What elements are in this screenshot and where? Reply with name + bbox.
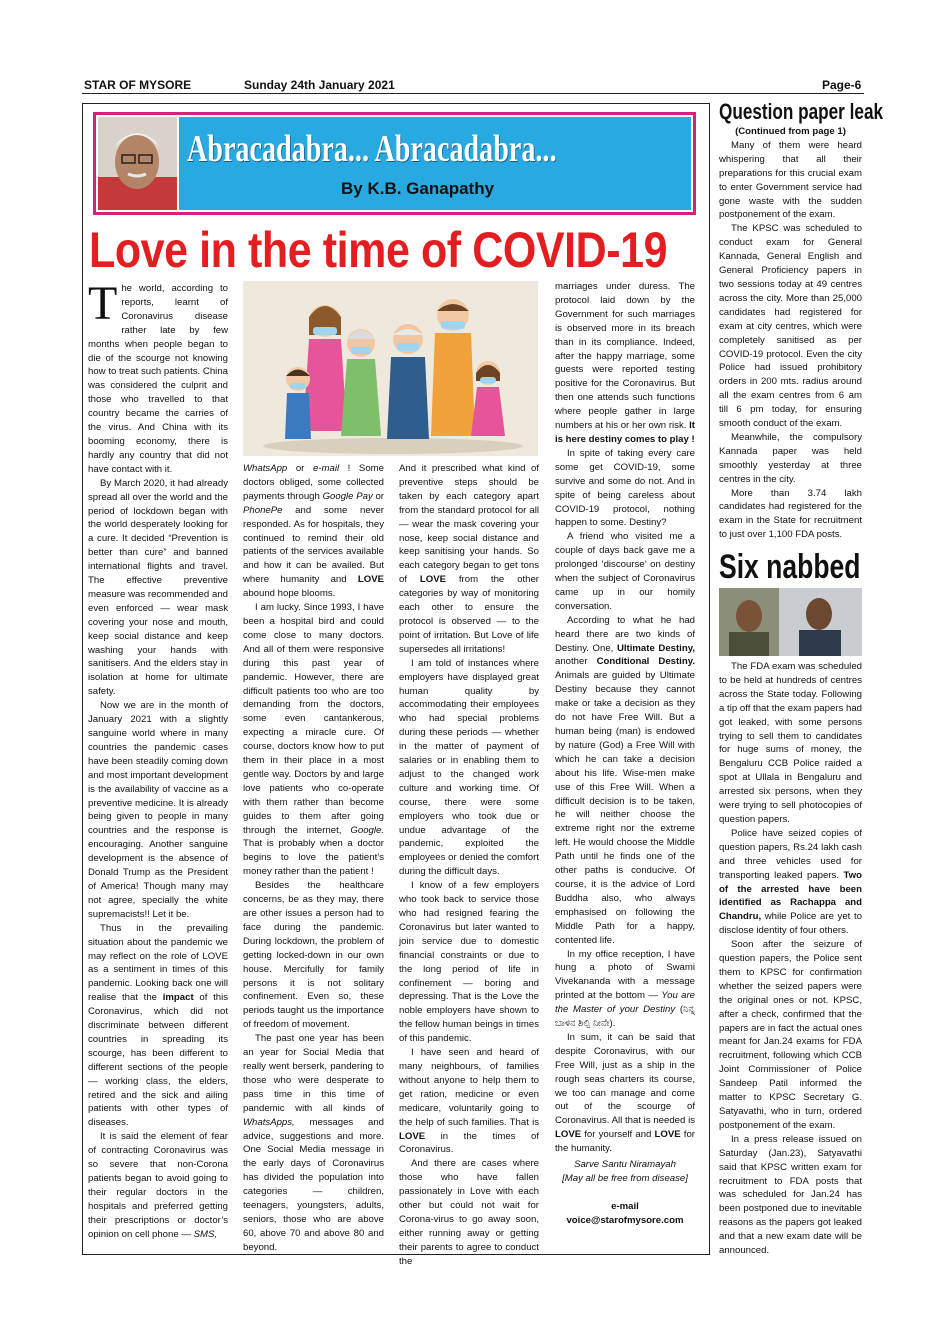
- sidebar-column-1: [719, 125, 862, 542]
- paragraph: I have seen and heard of many neighbours, of families without anyone to help them to get ration, medicine or even medicare, voluntarily going to the help of such families. That is LOVE in the times of Coronavirus.: [399, 1047, 539, 1156]
- issue-date: Sunday 24th January 2021: [244, 78, 395, 92]
- paragraph: Police have seized copies of question papers, Rs.24 lakh cash and three vehicles used for transporting leaked papers. Two of the arrested have been identified as Rachappa and Chandru, while Police are yet to disclose identity of four others.: [719, 827, 862, 937]
- paragraph: I am lucky. Since 1993, I have been a hospital bird and could come close to many doctors. And all of them were responsive during this past year of pandemic. However, there are difficult patients too who are too demanding from the doctors, some even cantankerous, expecting a miracle cure. Of course, doctors know how to put them in their place in a most gentle way. Doctors by and large love patients who co-operate with them rather than become guides to them after going through the internet, Google. That is probably when a doctor begins to love the patient’s money rather than the patient !: [243, 602, 384, 878]
- columnist-portrait: [98, 117, 177, 210]
- banner-panel: [179, 117, 691, 210]
- paragraph: And there are cases where those who have fallen passionately in Love with each other but could not wait for Corona-virus to go away soon, either running away or getting their parents to agree to conduct the: [399, 1158, 539, 1267]
- sign-off-translation: [May all be free from disease]: [562, 1173, 688, 1184]
- article-column-4: [555, 280, 695, 1228]
- paragraph: Meanwhile, the compulsory Kannada paper was held smoothly yesterday at three centres in the city.: [719, 431, 862, 485]
- page-number: Page-6: [822, 78, 862, 92]
- sidebar-title-six-nabbed: Six nabbed: [719, 548, 861, 586]
- paragraph: In my office reception, I have hung a photo of Swami Vivekananda with a message printed at the bottom — You are the Master of your Destiny (ನಿನ್ನ ಬಾಳಿನ ಶಿಲ್ಪಿ ನೀನೇ).: [555, 948, 695, 1030]
- paragraph: The KPSC was scheduled to conduct exam for General Kannada, General English and General Proficiency papers in two sessions today at 49 centres across the city. More than 25,000 candidates had registered for exam at city centres, which were completely sanitised as per COVID-19 protocol. Even the city Police had issued prohibitory orders in 200 mts. radius around all the exam centres from 6 am till 6 pm today, for ensuring smooth conduct of the exam.: [719, 223, 862, 430]
- paragraph: I know of a few employers who took back to service those who had resigned fearing the Coronavirus but later wanted to join service due to domestic financial constraints or due to the long period of life in confinement — boring and depressing. That is the Love the noble employers have shown to the fellow human beings in times of this pandemic.: [399, 880, 539, 1045]
- paragraph: Soon after the seizure of question papers, the Police sent them to KPSC for confirmation whether the seized papers were the original ones or not. KPSC, after a check, confirmed that the papers are in fact the actual ones meant for Jan.24 exams for FDA recruitment, following which CCB Joint Commissioner of Police Sandeep Patil informed the matter to KPSC Secretary G. Satyavathi, who in turn, ordered postponement of the exam.: [719, 939, 862, 1131]
- paragraph: By March 2020, it had already spread all over the world and the period of lockdown began with the world desperately looking for a cure. It decided “Prevention is better than cure” and banned international flights and travel. The effective preventive measure was recommended and even enforced — wear mask covering your nose and mouth, keep social distance and keep washing your hands with sanitisers. And the elders stay in isolation at home for ultimate safety.: [88, 477, 228, 698]
- paragraph: he world, according to reports, learnt of Coronavirus disease rather late by few months when people began to die of the scourge not knowing how to treat such patients. China was considered the culprit and those who travelled to that country became the carries of the virus. And China with its booming economy, there is hardly any country that did not have contact with it.: [88, 283, 228, 475]
- paragraph: Thus in the prevailing situation about the pandemic we may reflect on the role of LOVE as a sentiment in times of this pandemic. Looking back one will realise that the impact of this Coronavirus, which did not discriminate between different countries in spreading its scourge, has been different to different sections of the people — working class, the elders, retired and the sick and ailing patients with other types of diseases.: [88, 922, 228, 1129]
- article-column-1: [88, 277, 228, 1242]
- byline: By K.B. Ganapathy: [341, 179, 495, 198]
- paragraph: Many of them were heard whispering that all their preparations for this crucial exam to enter Government service had gone waste with the sudden postponement of the exam.: [719, 139, 862, 221]
- paragraph: According to what he had heard there are two kinds of Destiny. One, Ultimate Destiny, another Conditional Destiny. Animals are guided by Ultimate Destiny because they cannot make or take a decision as they do not have Free Will. But a human being (man) is endowed by nature (God) a Free Will with which he can take a decision about his life. Wise-men make use of this Free Will. When a difficult decision is to be taken, he will neither choose the extreme right nor the extreme left. He would choose the Middle Path until he finds one of the other paths is conducive. Of course, it is the advice of Lord Buddha also, who always emphasised on following the Middle Path for a happy, contented life.: [555, 614, 695, 946]
- paragraph: In spite of taking every care some get COVID-19, some survive and some do not. And in spite of being careless about COVID-19 protocol, nothing happen to some. Destiny?: [555, 447, 695, 529]
- paragraph: More than 3.74 lakh candidates had registered for the exam in the State for recruitment to just over 1,100 FDA posts.: [719, 487, 862, 541]
- email-address[interactable]: voice@starofmysore.com: [566, 1214, 684, 1226]
- article-column-3: [399, 462, 539, 1269]
- paragraph: Besides the healthcare concerns, be as they may, there are other issues a person had to face during the pandemic. During lockdown, the problem of getting locked-down in our own house. Mercifully for family persons it is not solitary confinement. Even so, these periods taught us the importance of freedom of movement.: [243, 880, 384, 1031]
- paragraph: Now we are in the month of January 2021 with a slightly sanguine world where in many countries the pandemic cases have been steadily coming down and most important development is the availability of vaccine as a preventive medicine. It is already being given to people in many countries and the response is encouraging. Another sanguine development is the absence of Donald Trump as the President of America! Though many may not agree, specially the white supremacists!! Let it be.: [88, 700, 228, 920]
- sidebar-title-question-paper-leak: Question paper leak: [719, 99, 884, 124]
- column-banner: [93, 112, 696, 215]
- header-rule: [82, 93, 864, 94]
- paragraph: In a press release issued on Saturday (Jan.23), Satyavathi said that KPSC written exam for recruitment to FDA posts that was scheduled for Jan.24 has been postponed due to inevitable reasons as the papers got leaked and that a new exam date will be announced.: [719, 1133, 862, 1257]
- paragraph: A friend who visited me a couple of days back gave me a prolonged ‘discourse’ on destiny when the subject of Coronavirus came up in our homily conversation.: [555, 531, 695, 612]
- paragraph: I am told of instances where employers have displayed great human quality by accommodating their employees who had special problems during these periods — whether in the matter of payment of salaries or in enabling them to adjust to the changed work culture and working time. Of course, there were some employers who took due or undue advantage of the pandemic, exploited the employees or denied the comfort during the difficult days.: [399, 657, 539, 878]
- column-title: Abracadabra... Abracadabra...: [187, 128, 557, 170]
- paragraph: In sum, it can be said that despite Coronavirus, with our Free Will, just as a ship in the rough seas charters its course, we too can manage and come out of the scourge of Coronavirus. All that is needed is LOVE for yourself and LOVE for the humanity.: [555, 1031, 695, 1155]
- arrested-photos: [719, 588, 862, 656]
- paragraph: The FDA exam was scheduled to be held at hundreds of centres across the State today. Following a tip off that the exam papers had got leaked, with some persons trying to sell them to candidates for huge sums of money, the Bengaluru CCB Police raided a spot at Ullala in Bengaluru and arrested six persons, when they were trying to sell photocopies of question papers.: [719, 661, 862, 825]
- article-headline: Love in the time of COVID-19: [89, 222, 668, 278]
- sign-off: Sarve Santu Niramayah: [574, 1159, 676, 1171]
- drop-cap: T: [88, 277, 118, 330]
- paragraph: It is said the element of fear of contracting Coronavirus was so severe that non-Corona patients began to avoid going to their regular doctors in the hospitals and preferred getting their prescriptions or doctor’s opinion on cell phone — SMS,: [88, 1131, 228, 1240]
- family-illustration: [243, 281, 538, 456]
- continued-note: (Continued from page 1): [735, 126, 846, 137]
- paragraph: The past one year has been an year for Social Media that really went berserk, pandering to those who were desperate to pass time in this time of pandemic with all kinds of WhatsApps, messages and advice, suggestions and more. One Social Media message in the early days of Coronavirus has divided the population into categories — children, teenagers, youngsters, adults, seniors, those who are above 60, above 70 and above 80 and beyond.: [243, 1033, 384, 1253]
- email-label: e-mail: [611, 1200, 639, 1212]
- sidebar-column-2: [719, 660, 862, 1258]
- newspaper-name: STAR OF MYSORE: [84, 78, 192, 92]
- article-column-2: [243, 462, 384, 1255]
- paragraph: WhatsApp or e-mail ! Some doctors obliged, some collected payments through Google Pay or PhonePe and some never responded. As for hospitals, they continued to remind their old patients of the services available and how it can be availed. But where humanity and LOVE abound hope blooms.: [243, 463, 384, 600]
- paragraph: And it prescribed what kind of preventive steps should be taken by each category apart from the standard protocol for all — wear the mask covering your nose, keep social distance and keep sanitising your hands. So each category began to get tons of LOVE from the other categories by way of monitoring each other to ensure the protocol is observed — to the point of irritation. But Love of life supersedes all irritations!: [399, 463, 539, 655]
- paragraph: marriages under duress. The protocol laid down by the Government for such marriages is observed more in its breach than in its compliance. Indeed, after the happy marriage, some guests were reported testing positive for the Coronavirus. But then one attends such functions where people gather in large numbers at his or her own risk. It is here destiny comes to play !: [555, 281, 695, 445]
